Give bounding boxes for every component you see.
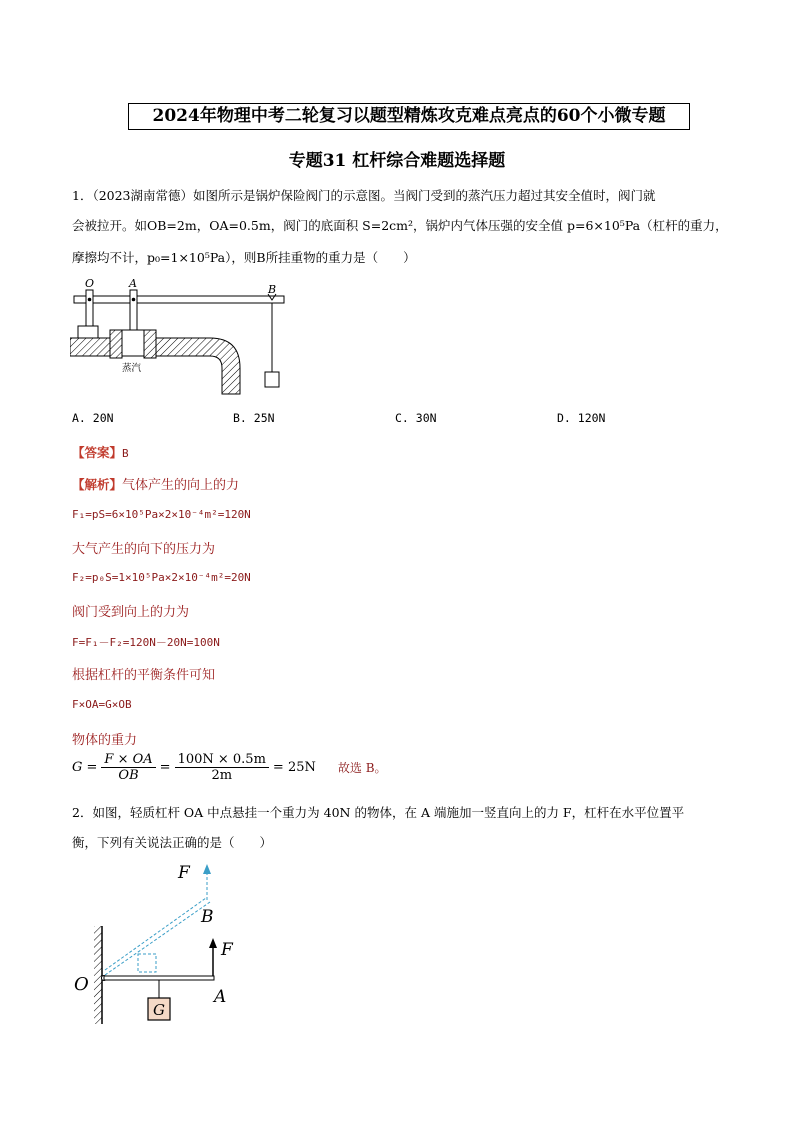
label-b: B <box>268 283 277 296</box>
label-f: F <box>221 940 233 960</box>
formula-f3: F=F₁－F₂=120N－20N=100N <box>72 636 220 649</box>
option-c: C. 30N <box>395 411 437 425</box>
q2-text-line1: 2．如图，轻质杠杆 OA 中点悬挂一个重力为 40N 的物体，在 A 端施加一竖直向上的力 F，杠杆在水平位置平 <box>72 805 685 820</box>
q2-text-line2: 衡，下列有关说法正确的是（ ） <box>72 835 273 850</box>
label-o: O <box>74 974 89 995</box>
document-banner-title: 2024年物理中考二轮复习以题型精炼攻克难点亮点的60个小微专题 <box>128 103 690 130</box>
answer-tag: 【答案】 <box>72 445 123 460</box>
eq-result: = 25N <box>272 760 316 775</box>
eq-mid: = <box>159 760 171 775</box>
formula-f1: F₁=pS=6×10⁵Pa×2×10⁻⁴m²=120N <box>72 508 251 521</box>
eq-lhs: G = <box>72 760 98 775</box>
label-f-top: F <box>178 863 190 883</box>
analysis-row <box>72 474 239 493</box>
label-o: O <box>85 277 95 290</box>
analysis-heading-5: 物体的重力 <box>72 733 138 748</box>
option-b: B. 25N <box>233 411 275 425</box>
choose-text: 故选 B。 <box>337 761 387 775</box>
answer-value: B <box>122 447 129 460</box>
q2-lever-figure <box>70 858 260 1028</box>
weight-equation <box>72 752 387 783</box>
formula-f4: F×OA=G×OB <box>72 698 132 711</box>
formula-f2: F₂=p₀S=1×10⁵Pa×2×10⁻⁴m²=20N <box>72 571 251 584</box>
eq-fraction-2 <box>175 752 269 783</box>
section-subtitle: 专题31 杠杆综合难题选择题 <box>288 151 506 171</box>
q1-text-line3: 摩擦均不计，p₀=1×10⁵Pa），则B所挂重物的重力是（ ） <box>72 250 416 265</box>
label-steam: 蒸汽 <box>122 363 142 374</box>
q1-text-line2: 会被拉开。如OB=2m，OA=0.5m，阀门的底面积 S=2cm²，锅炉内气体压强的安全值 p=6×10⁵Pa（杠杆的重力， <box>72 218 728 233</box>
eq-denominator-2: 2m <box>211 768 233 783</box>
q1-text-line1: 1．（2023湖南常德）如图所示是锅炉保险阀门的示意图。当阀门受到的蒸汽压力超过其安全值时，阀门就 <box>72 188 656 203</box>
answer-row <box>72 443 129 461</box>
option-d: D. 120N <box>557 411 606 425</box>
label-g: G <box>153 1001 165 1019</box>
eq-numerator-2: 100N × 0.5m <box>175 752 269 768</box>
analysis-intro: 气体产生的向上的力 <box>122 478 240 493</box>
analysis-tag: 【解析】 <box>72 477 123 492</box>
analysis-heading-3: 阀门受到向上的力为 <box>72 605 190 620</box>
analysis-heading-4: 根据杠杆的平衡条件可知 <box>72 668 216 683</box>
label-a: A <box>129 277 137 290</box>
analysis-heading-2: 大气产生的向下的压力为 <box>72 542 216 557</box>
eq-numerator-1: F × OA <box>101 752 155 768</box>
lever-bar <box>74 296 284 303</box>
option-a: A. 20N <box>72 411 114 425</box>
eq-denominator-1: OB <box>118 768 139 783</box>
eq-fraction-1 <box>101 752 155 783</box>
label-b: B <box>201 907 214 927</box>
hanging-weight <box>265 372 279 387</box>
q1-boiler-valve-figure <box>70 276 290 396</box>
label-a: A <box>214 987 227 1007</box>
